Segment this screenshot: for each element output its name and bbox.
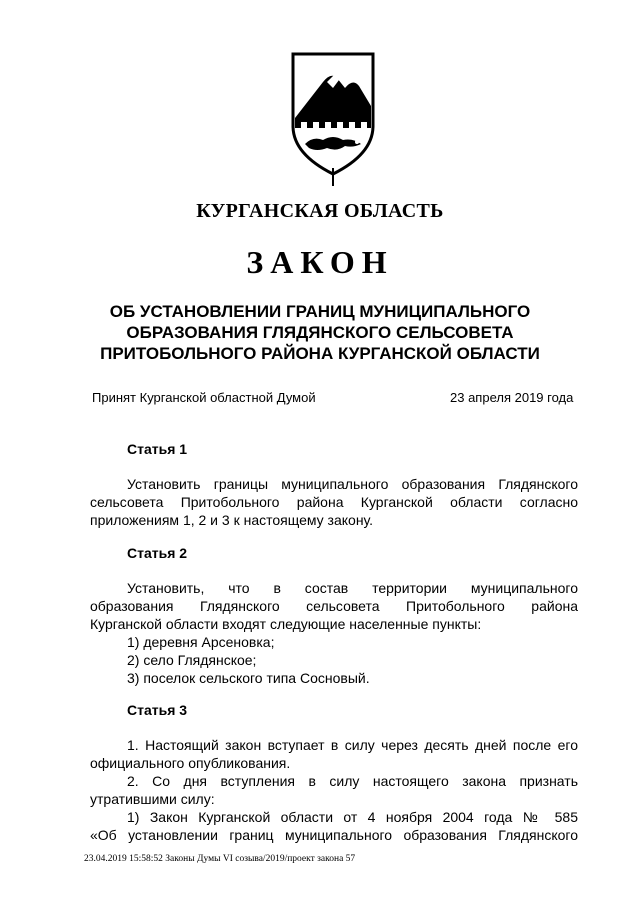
article-3-heading: Статья 3 [127, 702, 188, 718]
law-title-line: ОБ УСТАНОВЛЕНИИ ГРАНИЦ МУНИЦИПАЛЬНОГО [109, 302, 531, 321]
coat-of-arms-icon [283, 48, 383, 188]
article-2-line: образования Глядянского сельсовета Притобольного района [90, 598, 578, 614]
adopted-by: Принят Курганской областной Думой [92, 390, 316, 405]
footer-stamp: 23.04.2019 15:58:52 Законы Думы VI созыва/2019/проект закона 57 [84, 854, 356, 864]
article-2-heading: Статья 2 [127, 545, 188, 561]
article-3-paragraph-3: 1) Закон Курганской области от 4 ноября 2004 года № 585 [127, 809, 578, 825]
article-2-line: Установить, что в состав территории муниципального [127, 580, 578, 596]
law-title [60, 301, 580, 364]
article-3-paragraph-2: 2. Со дня вступления в силу настоящего закона признать утратившими силу: [90, 773, 578, 807]
law-title-line: ОБРАЗОВАНИЯ ГЛЯДЯНСКОГО СЕЛЬСОВЕТА [126, 323, 514, 342]
law-title-line: ПРИТОБОЛЬНОГО РАЙОНА КУРГАНСКОЙ ОБЛАСТИ [100, 344, 540, 363]
settlement-item: 2) село Глядянское; [127, 652, 257, 668]
settlement-item: 3) поселок сельского типа Сосновый. [127, 670, 370, 686]
article-1-text: Установить границы муниципального образования Глядянского сельсовета Притобольного района Курганской области согласно приложениям 1, 2 и 3 к настоящему закону. [90, 476, 578, 528]
document-type: ЗАКОН [246, 244, 394, 280]
article-1-heading: Статья 1 [127, 441, 188, 457]
article-3-paragraph-3: «Об установлении границ муниципального образования Глядянского [90, 827, 578, 843]
article-2-line: Курганской области входят следующие населенные пункты: [90, 616, 482, 632]
region-name: КУРГАНСКАЯ ОБЛАСТЬ [196, 200, 444, 222]
adoption-date: 23 апреля 2019 года [450, 390, 574, 405]
settlement-item: 1) деревня Арсеновка; [127, 634, 275, 650]
article-3-paragraph-1: 1. Настоящий закон вступает в силу через десять дней после его официального опубликования. [90, 737, 578, 771]
